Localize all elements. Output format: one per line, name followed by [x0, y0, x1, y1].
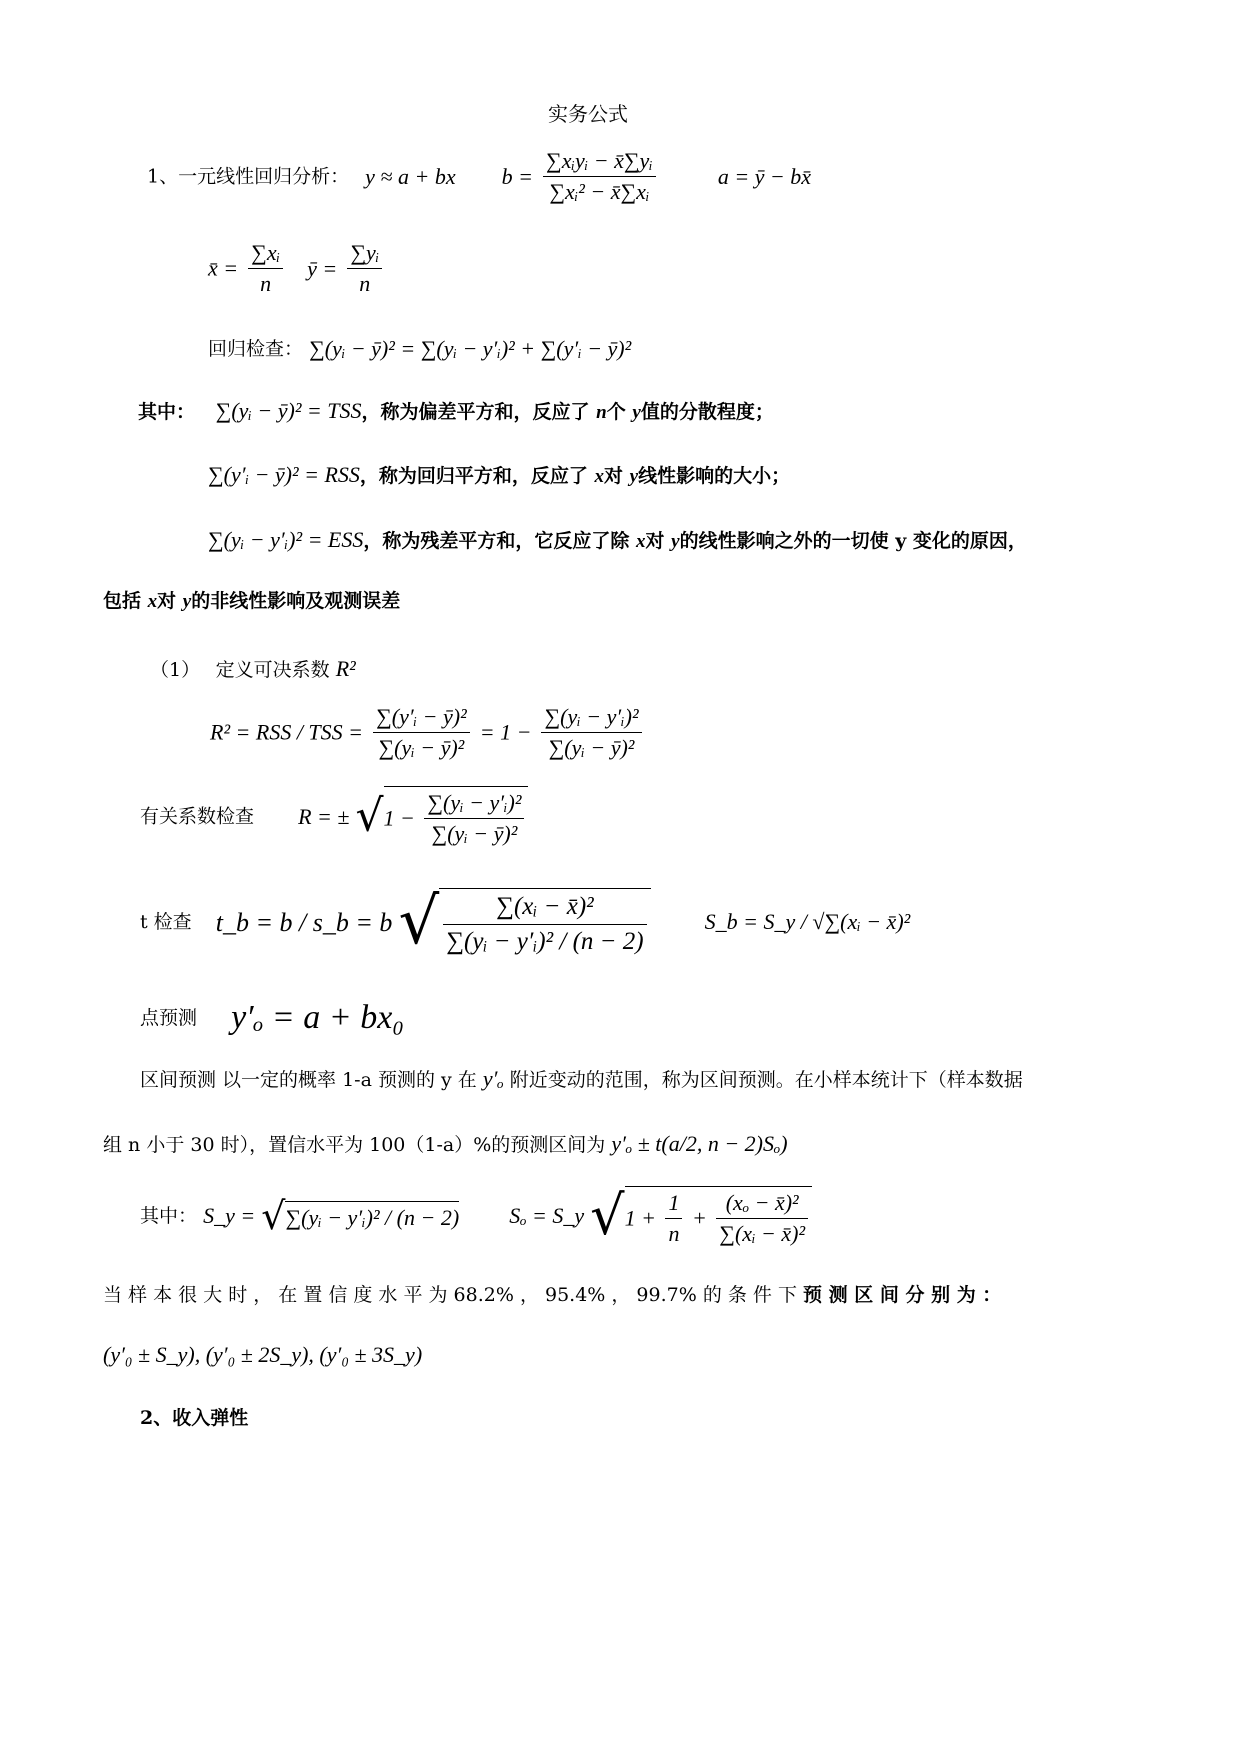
xbar-label: x̄ = [208, 255, 239, 281]
rss-text-c: 线性影响的大小； [638, 465, 791, 487]
page-title: 实务公式 [548, 102, 628, 126]
ybar-numerator: ∑yᵢ [347, 240, 382, 269]
sb-equation: S_b = S_y / √∑(xᵢ − x̄)² [704, 909, 911, 935]
so-left: Sₒ = S_y [509, 1203, 585, 1229]
point-prediction-line [140, 998, 404, 1039]
ess-line [208, 527, 1027, 554]
tss-expression: ∑(yᵢ − ȳ)² = TSS [215, 398, 362, 423]
large-sample-bold: 预 测 区 间 分 别 为 ： [803, 1284, 1002, 1306]
xbar-fraction [248, 240, 283, 298]
xbar-numerator: ∑xᵢ [248, 240, 283, 269]
so-fraction-1 [665, 1190, 682, 1248]
r2-frac1-num: ∑(y′ᵢ − ȳ)² [373, 704, 470, 733]
xbar-denominator: n [260, 271, 272, 297]
ess-y: y [671, 531, 680, 552]
t-test-eq-left: t_b = b / s_b = b [215, 907, 393, 937]
tss-line [138, 398, 774, 425]
correlation-label: 有关系数检查 [140, 805, 255, 828]
correlation-num: ∑(yᵢ − y′ᵢ)² [424, 790, 524, 819]
ess-text-a: ，称为残差平方和，它反应了除 [363, 530, 630, 552]
intervals-line [103, 1342, 422, 1368]
tss-n: n [596, 402, 607, 423]
large-sample-line [103, 1284, 1001, 1307]
r2-symbol: R² [335, 656, 356, 681]
ybar-denominator: n [359, 271, 371, 297]
correlation-eq-left: R = ± [298, 803, 350, 829]
t-test-sqrt [398, 884, 650, 961]
r2-fraction-1 [373, 704, 470, 762]
r2-fraction-2 [541, 704, 641, 762]
regression-equation: y ≈ a + bx [365, 163, 456, 189]
r2-heading-line [150, 656, 356, 682]
tss-text-c: 值的分散程度； [640, 401, 774, 423]
t-test-line [140, 884, 910, 961]
so-frac1-num: 1 [665, 1190, 682, 1219]
so-frac1-den: n [668, 1220, 680, 1246]
sqrt-sign-icon: √ [261, 1193, 286, 1238]
b-label: b = [501, 163, 533, 189]
r2-eq-mid: = 1 − [479, 719, 532, 745]
section-2-title: 2、收入弹性 [140, 1407, 249, 1429]
regression-check-line [208, 336, 631, 362]
so-frac2-num: (xₒ − x̄)² [716, 1190, 808, 1219]
so-sqrt [590, 1184, 812, 1249]
large-sample-text: 当 样 本 很 大 时 ， 在 置 信 度 水 平 为 68.2% ， 95.4% ， 99.7% 的 条 件 下 [103, 1284, 797, 1306]
sqrt-sign-icon: √ [398, 885, 440, 959]
correlation-den: ∑(yᵢ − ȳ)² [431, 821, 518, 847]
so-one: 1 + [624, 1205, 656, 1231]
correlation-fraction [424, 790, 524, 848]
ess-cont-a: 包括 [103, 590, 142, 612]
sqrt-sign-icon: √ [355, 790, 384, 842]
regression-line [147, 148, 811, 206]
r2-frac2-num: ∑(yᵢ − y′ᵢ)² [541, 704, 641, 733]
interval-text-2a: 组 n 小于 30 时），置信水平为 100（1-a）%的预测区间为 [103, 1134, 606, 1156]
rss-text-a: ，称为回归平方和，反应了 [359, 465, 588, 487]
ess-continuation [103, 590, 400, 614]
ess-text-dui: 对 [645, 530, 665, 552]
r2-heading: （1） 定义可决系数 [150, 659, 330, 681]
regression-check-label: 回归检查： [208, 337, 304, 360]
correlation-sqrt [355, 786, 528, 848]
regression-check-equation: ∑(yᵢ − ȳ)² = ∑(yᵢ − y′ᵢ)² + ∑(y′ᵢ − ȳ)² [309, 336, 632, 361]
point-prediction-eq: y′ₒ = a + bx₀ [231, 999, 405, 1036]
interval-text-1a: 区间预测 以一定的概率 1-a 预测的 y 在 [140, 1069, 477, 1091]
rss-y: y [629, 466, 639, 487]
correlation-one-minus: 1 − [383, 805, 415, 831]
r2-equation-line [210, 704, 646, 762]
r2-frac1-den: ∑(yᵢ − ȳ)² [378, 735, 465, 761]
ess-cont-dui: 对 [157, 590, 177, 612]
tss-text-b: 个 [606, 401, 626, 423]
so-plus: + [691, 1205, 707, 1231]
section-2-heading [140, 1407, 248, 1430]
rss-x: x [594, 466, 605, 487]
ybar-fraction [347, 240, 382, 298]
intervals-formula: (y′₀ ± S_y), (y′₀ ± 2S_y), (y′₀ ± 3S_y) [103, 1342, 423, 1367]
ess-text-b: 的线性影响之外的一切使 y 变化的原因， [679, 530, 1027, 552]
t-test-num: ∑(xᵢ − x̄)² [443, 892, 646, 925]
t-test-den: ∑(yᵢ − y′ᵢ)² / (n − 2) [446, 927, 644, 955]
a-equation: a = ȳ − bx̄ [717, 163, 812, 189]
sy-body: ∑(yᵢ − y′ᵢ)² / (n − 2) [285, 1201, 459, 1231]
r2-eq-left: R² = RSS / TSS = [210, 719, 364, 745]
interval-formula: y′ₒ ± t(a/2, n − 2)Sₒ) [611, 1131, 788, 1156]
sy-left: S_y = [203, 1203, 256, 1229]
interval-where-label: 其中： [140, 1205, 198, 1227]
ess-expression: ∑(yᵢ − y′ᵢ)² = ESS [208, 527, 364, 552]
t-test-fraction [443, 892, 646, 957]
ess-cont-y: y [182, 591, 192, 612]
b-denominator: ∑xᵢ² − x̄∑xᵢ [549, 179, 650, 205]
ybar-label: ȳ = [307, 255, 338, 281]
so-frac2-den: ∑(xᵢ − x̄)² [719, 1220, 806, 1246]
sy-sqrt [261, 1194, 459, 1240]
means-line [208, 240, 386, 298]
b-fraction [543, 148, 656, 206]
interval-line-1 [140, 1066, 1023, 1092]
ess-cont-b: 的非线性影响及观测误差 [191, 590, 401, 612]
where-label: 其中： [138, 401, 196, 423]
b-numerator: ∑xᵢyᵢ − x̄∑yᵢ [543, 148, 656, 177]
interval-text-1b: 附近变动的范围，称为区间预测。在小样本统计下（样本数据 [509, 1069, 1023, 1091]
ess-cont-x: x [147, 591, 158, 612]
rss-expression: ∑(y′ᵢ − ȳ)² = RSS [208, 462, 360, 487]
sqrt-sign-icon: √ [590, 1184, 625, 1247]
interval-line-2 [103, 1131, 788, 1157]
tss-text-a: ，称为偏差平方和，反应了 [361, 401, 590, 423]
correlation-line [140, 786, 528, 848]
t-test-label: t 检查 [140, 911, 192, 933]
sy-so-line [140, 1184, 812, 1249]
point-prediction-label: 点预测 [140, 1007, 198, 1029]
ess-x: x [636, 531, 646, 552]
tss-y: y [632, 402, 641, 423]
rss-text-b: 对 [604, 465, 624, 487]
section-1-heading: 1、一元线性回归分析： [147, 165, 350, 188]
so-fraction-2 [716, 1190, 808, 1248]
r2-frac2-den: ∑(yᵢ − ȳ)² [548, 735, 635, 761]
interval-yo: y′ₒ [482, 1066, 504, 1091]
rss-line [208, 462, 790, 489]
